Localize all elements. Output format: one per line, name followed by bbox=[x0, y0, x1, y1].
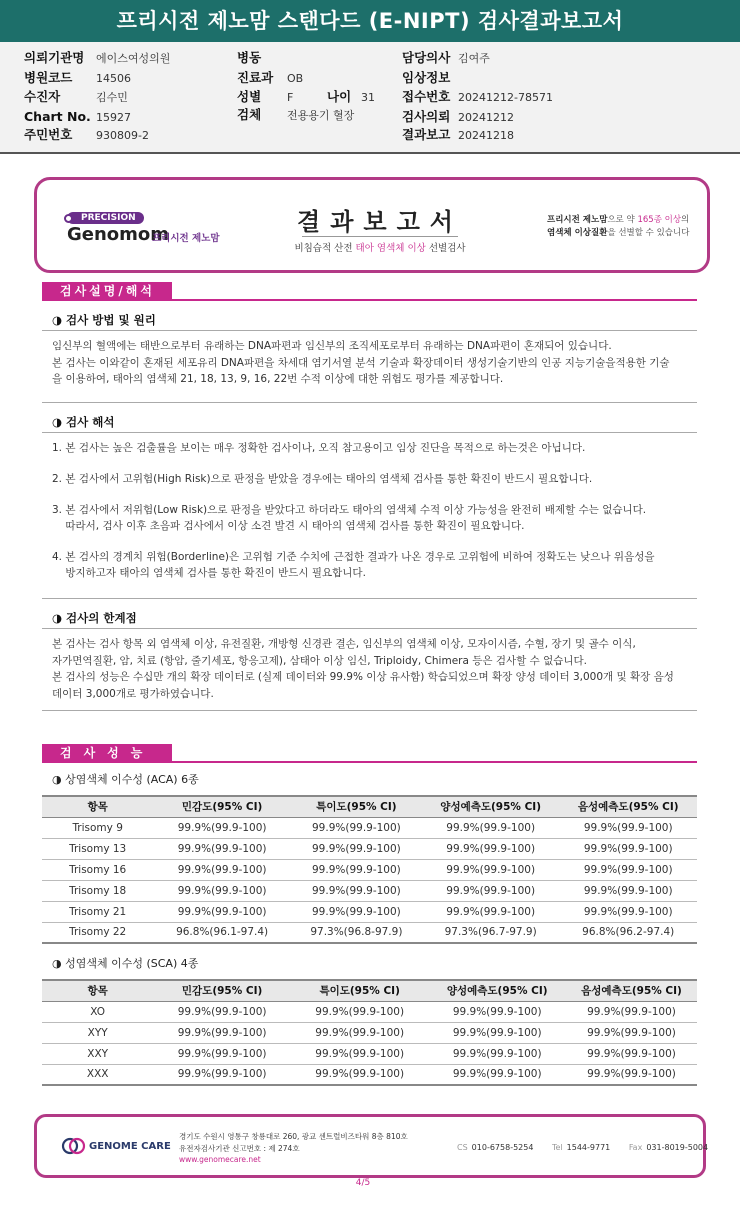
name-value: 김수민 bbox=[96, 91, 128, 104]
table-header-row bbox=[42, 796, 697, 817]
section-divider bbox=[42, 761, 697, 763]
table-cell: 99.9%(99.9-100) bbox=[559, 859, 697, 880]
heading-divider bbox=[302, 236, 458, 237]
rrn-value: 930809-2 bbox=[96, 129, 149, 142]
table-row bbox=[42, 1001, 697, 1022]
sex-label: 성별 bbox=[237, 89, 262, 104]
column-header: 항목 bbox=[42, 796, 153, 817]
hospital-label: 의뢰기관명 bbox=[24, 50, 85, 65]
column-header: 항목 bbox=[42, 980, 153, 1001]
table-cell: 99.9%(99.9-100) bbox=[153, 1043, 291, 1064]
table-cell: 99.9%(99.9-100) bbox=[291, 1064, 429, 1085]
section-divider bbox=[42, 299, 697, 301]
table-cell: 99.9%(99.9-100) bbox=[291, 859, 422, 880]
age-label: 나이 bbox=[327, 89, 352, 104]
table-row bbox=[42, 1022, 697, 1043]
table-cell: 99.9%(99.9-100) bbox=[153, 817, 291, 838]
table-row bbox=[42, 838, 697, 859]
table-cell: 99.9%(99.9-100) bbox=[153, 901, 291, 922]
divider bbox=[42, 628, 697, 629]
row-item-name: Trisomy 22 bbox=[42, 922, 153, 943]
row-item-name: Trisomy 18 bbox=[42, 880, 153, 901]
limitations-paragraph: 본 검사는 검사 항목 외 염색체 이상, 유전질환, 개방형 신경관 결손, 임신부의 염색체 이상, 모자이시즘, 수혈, 장기 및 골수 이식, 자가면역질환, 암, 치료 (항암, 줄기세포, 항응고제), 삼태아 이상 임신, Triploidy, Chimera 등은 검사할 수 없습니다. 본 검사의 성능은 수십만 개의 확장 데이터로 (실제 데이터와 99.9% 이상 유사함) 학습되었으며 확장 양성 데이터 3,000개 및 확장 음성 데이터 3,000개로 평가하였습니다. bbox=[52, 638, 674, 700]
table-cell: 99.9%(99.9-100) bbox=[428, 1022, 566, 1043]
report-date-value: 20241218 bbox=[458, 129, 514, 142]
precision-dot-icon bbox=[64, 214, 73, 223]
table-cell: 99.9%(99.9-100) bbox=[291, 880, 422, 901]
table-row bbox=[42, 817, 697, 838]
table-cell: 99.9%(99.9-100) bbox=[291, 1001, 429, 1022]
specimen-label: 검체 bbox=[237, 107, 262, 122]
request-value: 20241212 bbox=[458, 111, 514, 124]
sca-caption: ◑ 성염색체 이수성 (SCA) 4종 bbox=[52, 957, 199, 970]
row-item-name: XYY bbox=[42, 1022, 153, 1043]
table-cell: 99.9%(99.9-100) bbox=[153, 880, 291, 901]
table-cell: 99.9%(99.9-100) bbox=[291, 901, 422, 922]
doctor-value: 김여주 bbox=[458, 52, 490, 65]
table-cell: 99.9%(99.9-100) bbox=[153, 838, 291, 859]
table-row bbox=[42, 901, 697, 922]
table-row bbox=[42, 1043, 697, 1064]
report-date-label: 결과보고 bbox=[402, 127, 451, 142]
limitations-heading: ◑ 검사의 한계점 bbox=[52, 611, 137, 625]
hospital-value: 에이스여성의원 bbox=[96, 52, 171, 65]
company-website-link[interactable]: www.genomecare.net bbox=[179, 1155, 261, 1164]
interpretation-item-1: 1. 본 검사는 높은 검출률을 보이는 매우 정확한 검사이나, 오직 참고용이고 임상 진단을 목적으로 하는것은 아닙니다. bbox=[52, 442, 586, 454]
method-heading: ◑ 검사 방법 및 원리 bbox=[52, 313, 156, 327]
interpretation-heading: ◑ 검사 해석 bbox=[52, 415, 115, 429]
interpretation-item-2: 2. 본 검사에서 고위험(High Risk)으로 판정을 받았을 경우에는 태아의 염색체 검사를 통한 확진이 반드시 필요합니다. bbox=[52, 473, 593, 485]
table-cell: 99.9%(99.9-100) bbox=[291, 838, 422, 859]
hospital-code-label: 병원코드 bbox=[24, 70, 73, 85]
table-cell: 99.9%(99.9-100) bbox=[153, 1064, 291, 1085]
table-cell: 99.9%(99.9-100) bbox=[422, 901, 560, 922]
company-address: 경기도 수원시 영통구 창룡대로 260, 광교 센트럴비즈타워 8층 810호 유전자검사기관 신고번호 : 제 274호 www.genomecare.net bbox=[179, 1132, 408, 1164]
name-label: 수진자 bbox=[24, 89, 61, 104]
page-number: 4/5 bbox=[355, 1178, 371, 1188]
report-subtitle: 비침습적 산전 태아 염색체 이상 선별검사 bbox=[294, 243, 466, 254]
table-header-row bbox=[42, 980, 697, 1001]
column-header: 음성예측도(95% CI) bbox=[566, 980, 697, 1001]
interpretation-item-3: 3. 본 검사에서 저위험(Low Risk)으로 판정을 받았다고 하더라도 태아의 염색체 수적 이상 가능성을 완전히 배제할 수는 없습니다. 따라서, 검사 이후 초음파 검사에서 이상 소견 발견 시 태아의 염색체 검사를 통한 확진이 필요합니다. bbox=[52, 504, 647, 532]
report-heading: 결과보고서 bbox=[297, 208, 463, 236]
table-cell: 99.9%(99.9-100) bbox=[566, 1064, 697, 1085]
table-cell: 99.9%(99.9-100) bbox=[422, 880, 560, 901]
row-item-name: Trisomy 16 bbox=[42, 859, 153, 880]
hospital-code-value: 14506 bbox=[96, 72, 131, 85]
table-cell: 96.8%(96.1-97.4) bbox=[153, 922, 291, 943]
table-cell: 99.9%(99.9-100) bbox=[566, 1001, 697, 1022]
dept-value: OB bbox=[287, 72, 304, 85]
column-header: 민감도(95% CI) bbox=[153, 980, 291, 1001]
request-label: 검사의뢰 bbox=[402, 109, 451, 124]
interpretation-item-4: 4. 본 검사의 경계치 위험(Borderline)은 고위험 기준 수치에 근접한 결과가 나온 경우로 고위험에 비하여 정확도는 낮으나 위음성을 방지하고자 태아의 염색체 검사를 통한 확진이 반드시 필요합니다. bbox=[52, 551, 655, 579]
table-row bbox=[42, 859, 697, 880]
table-cell: 99.9%(99.9-100) bbox=[153, 859, 291, 880]
table-cell: 96.8%(96.2-97.4) bbox=[559, 922, 697, 943]
table-row bbox=[42, 922, 697, 943]
row-item-name: XO bbox=[42, 1001, 153, 1022]
table-cell: 99.9%(99.9-100) bbox=[559, 880, 697, 901]
chart-value: 15927 bbox=[96, 111, 131, 124]
genomom-logo: Genomom bbox=[67, 224, 170, 245]
table-cell: 99.9%(99.9-100) bbox=[422, 859, 560, 880]
chart-label: Chart No. bbox=[24, 109, 91, 124]
age-value: 31 bbox=[361, 91, 375, 104]
column-header: 음성예측도(95% CI) bbox=[559, 796, 697, 817]
column-header: 특이도(95% CI) bbox=[291, 980, 429, 1001]
table-cell: 99.9%(99.9-100) bbox=[428, 1043, 566, 1064]
table-cell: 99.9%(99.9-100) bbox=[422, 817, 560, 838]
table-cell: 99.9%(99.9-100) bbox=[291, 817, 422, 838]
table-cell: 99.9%(99.9-100) bbox=[559, 901, 697, 922]
specimen-value: 전용용기 혈장 bbox=[287, 109, 355, 122]
table-cell: 99.9%(99.9-100) bbox=[291, 1022, 429, 1043]
precision-badge: PRECISION bbox=[67, 212, 144, 224]
table-cell: 99.9%(99.9-100) bbox=[153, 1001, 291, 1022]
table-cell: 99.9%(99.9-100) bbox=[428, 1064, 566, 1085]
receipt-label: 접수번호 bbox=[402, 89, 451, 104]
column-header: 양성예측도(95% CI) bbox=[428, 980, 566, 1001]
column-header: 특이도(95% CI) bbox=[291, 796, 422, 817]
table-cell: 99.9%(99.9-100) bbox=[422, 838, 560, 859]
table-cell: 97.3%(96.8-97.9) bbox=[291, 922, 422, 943]
method-paragraph: 임신부의 혈액에는 태반으로부터 유래하는 DNA파편과 임신부의 조직세포로부터 유래하는 DNA파편이 혼재되어 있습니다. 본 검사는 이와같이 혼재된 세포유리 DNA파편을 차세대 염기서열 분석 기술과 확장데이터 생성기술기반의 인공 지능기술을적용한 기술 을 이용하여, 태아의 염색체 21, 18, 13, 9, 16, 22번 수적 이상에 대한 위험도 평가를 제공합니다. bbox=[52, 340, 670, 385]
section-tab-description: 검사설명/해석 bbox=[42, 282, 172, 300]
receipt-value: 20241212-78571 bbox=[458, 91, 553, 104]
table-cell: 99.9%(99.9-100) bbox=[566, 1022, 697, 1043]
table-cell: 99.9%(99.9-100) bbox=[566, 1043, 697, 1064]
genomom-logo-subtitle: 프리시전 제노맘 bbox=[152, 233, 220, 244]
section-tab-performance: 검사성능 bbox=[42, 744, 172, 762]
sca-performance-table bbox=[42, 979, 697, 1086]
header-tagline: 프리시전 제노맘으로 약 165종 이상의 염색체 이상질환을 선별할 수 있습니다 bbox=[547, 215, 690, 238]
footer-card bbox=[34, 1114, 709, 1178]
cs-number: 010-6758-5254 bbox=[471, 1143, 534, 1152]
company-name: GENOME CARE bbox=[89, 1141, 171, 1152]
table-cell: 97.3%(96.7-97.9) bbox=[422, 922, 560, 943]
column-header: 양성예측도(95% CI) bbox=[422, 796, 560, 817]
fax-number: 031-8019-5004 bbox=[646, 1143, 709, 1152]
table-row bbox=[42, 1064, 697, 1085]
doctor-label: 담당의사 bbox=[402, 50, 451, 65]
column-header: 민감도(95% CI) bbox=[153, 796, 291, 817]
table-cell: 99.9%(99.9-100) bbox=[291, 1043, 429, 1064]
clinical-label: 임상정보 bbox=[402, 70, 451, 85]
report-title-bar: 프리시전 제노맘 스탠다드 (E-NIPT) 검사결과보고서 bbox=[0, 0, 740, 42]
row-item-name: Trisomy 21 bbox=[42, 901, 153, 922]
table-cell: 99.9%(99.9-100) bbox=[153, 1022, 291, 1043]
divider bbox=[42, 598, 697, 599]
company-contacts: CS 010-6758-5254 Tel 1544-9771 Fax 031-8019-5004 bbox=[457, 1143, 709, 1152]
divider bbox=[42, 402, 697, 403]
table-cell: 99.9%(99.9-100) bbox=[559, 838, 697, 859]
row-item-name: XXX bbox=[42, 1064, 153, 1085]
table-cell: 99.9%(99.9-100) bbox=[428, 1001, 566, 1022]
row-item-name: Trisomy 13 bbox=[42, 838, 153, 859]
dept-label: 진료과 bbox=[237, 70, 274, 85]
aca-caption: ◑ 상염색체 이수성 (ACA) 6종 bbox=[52, 773, 199, 786]
report-header-card bbox=[34, 177, 710, 273]
row-item-name: XXY bbox=[42, 1043, 153, 1064]
row-item-name: Trisomy 9 bbox=[42, 817, 153, 838]
divider bbox=[42, 710, 697, 711]
tel-number: 1544-9771 bbox=[566, 1143, 611, 1152]
table-cell: 99.9%(99.9-100) bbox=[559, 817, 697, 838]
rrn-label: 주민번호 bbox=[24, 127, 73, 142]
divider bbox=[42, 432, 697, 433]
ward-label: 병동 bbox=[237, 50, 262, 65]
sex-value: F bbox=[287, 91, 294, 104]
genome-care-logo-icon bbox=[61, 1137, 87, 1155]
patient-info-panel bbox=[0, 42, 740, 154]
table-row bbox=[42, 880, 697, 901]
divider bbox=[42, 330, 697, 331]
aca-performance-table bbox=[42, 795, 697, 944]
